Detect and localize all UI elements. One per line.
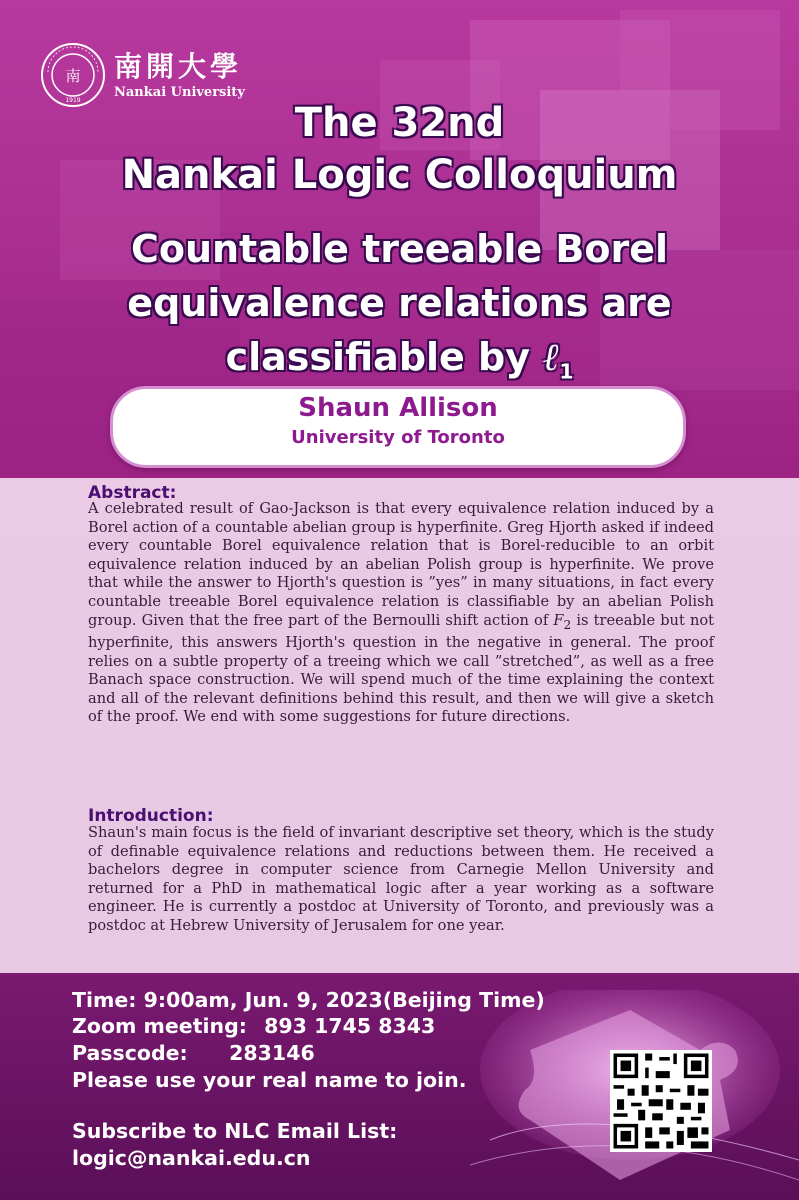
passcode-value[interactable]: 283146	[229, 1041, 315, 1065]
introduction-heading: Introduction:	[88, 806, 214, 826]
abstract-heading: Abstract:	[88, 483, 177, 503]
speaker-affiliation: University of Toronto	[291, 427, 505, 448]
talk-title-line1: Countable treeable Borel	[130, 227, 669, 271]
subscribe-label: Subscribe to NLC Email List:	[72, 1119, 398, 1143]
svg-text:南: 南	[65, 67, 81, 85]
passcode-label: Passcode:	[72, 1041, 188, 1065]
nankai-seal-icon	[40, 42, 106, 108]
svg-text:1919: 1919	[65, 97, 81, 104]
zoom-label: Zoom meeting:	[72, 1014, 247, 1038]
zoom-meeting	[72, 1013, 435, 1039]
talk-title-line3-prefix: classifiable by	[225, 335, 544, 379]
contact-email[interactable]: logic@nankai.edu.cn	[72, 1146, 311, 1170]
event-title-line1: The 32nd	[294, 100, 505, 146]
talk-title-line2: equivalence relations are	[127, 281, 672, 325]
event-title-line2: Nankai Logic Colloquium	[121, 152, 678, 198]
talk-title	[0, 222, 799, 399]
introduction-text: Shaun's main focus is the field of invariant descriptive set theory, which is the study of definable equivalence relations and reductions between them. He received a bachelors degree in computer science from Carnegie Mellon University and returned for a PhD in mathematical logic after a year working as a software engineer. He is currently a postdoc at University of Toronto, and previously was a postdoc at Hebrew University of Jerusalem for one year.	[88, 824, 714, 934]
passcode	[72, 1040, 315, 1066]
university-name-chinese: 南開大學	[114, 49, 243, 83]
speaker-card	[110, 386, 686, 468]
join-note: Please use your real name to join.	[72, 1068, 467, 1092]
university-logo	[40, 42, 245, 108]
free-group-symbol: F	[553, 611, 564, 629]
free-group-subscript: 2	[563, 617, 572, 632]
qr-code-icon[interactable]	[610, 1050, 712, 1152]
ell-symbol: ℓ	[543, 334, 560, 379]
event-time: Time: 9:00am, Jun. 9, 2023(Beijing Time)	[72, 988, 545, 1012]
abstract-text: A celebrated result of Gao-Jackson is that every equivalence relation induced by a Borel action of a countable abelian group is hyperfinite. Greg Hjorth asked if indeed every countable Borel equivalence relation that is Borel-reducible to an orbit equivalence relation induced by an abelian Polish group is hyperfinite. We prove that while the answer to Hjorth's question is ”yes” in many situations, in fact every countable treeable Borel equivalence relation is classifiable by an abelian Polish group. Given that the free part of the Bernoulli shift action of $F_2$ is treeable but not hyperfinite, this answers Hjorth's question in the negative in general. The proof relies on a subtle property of a treeing which we call ”stretched”, as well as a free Banach space construction. We will spend much of the time explaining the context and all of the relevant definitions behind this result, and then we will give a sketch of the proof. We end with some suggestions for future directions.	[88, 500, 714, 726]
zoom-id[interactable]: 893 1745 8343	[264, 1014, 436, 1038]
speaker-name: Shaun Allison	[298, 393, 498, 423]
ell-subscript: 1	[559, 359, 574, 384]
university-name-english: Nankai University	[114, 84, 245, 100]
